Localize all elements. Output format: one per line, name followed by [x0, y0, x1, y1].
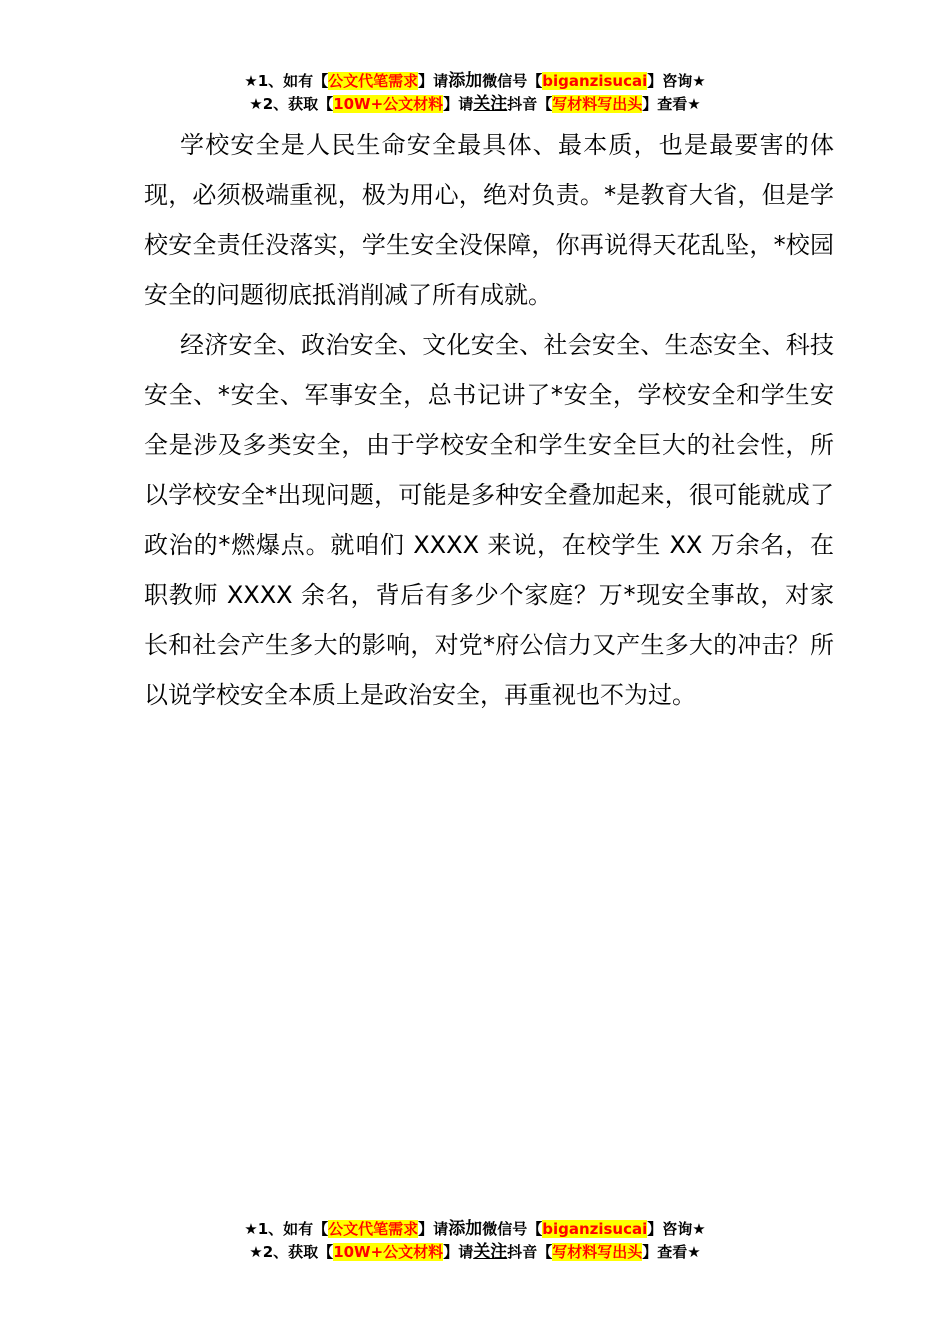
footer-promo-line-1	[0, 1218, 950, 1241]
promo-line-2-suffix: 】查看★	[642, 95, 701, 113]
footer-line-2-prefix: ★2、获取【	[249, 1243, 334, 1261]
footer-materials-highlight: 10W+公文材料	[333, 1243, 444, 1261]
promo-line-1	[0, 70, 950, 93]
footer-line-2-middle: 】请	[443, 1243, 474, 1261]
promo-line-1-middle: 】请	[418, 72, 449, 90]
body-paragraph-2: 经济安全、政治安全、文化安全、社会安全、生态安全、科技安全、*安全、军事安全，总书记讲了*安全，学校安全和学生安全是涉及多类安全，由于学校安全和学生安全巨大的社会性，所以学校安全*出现问题，可能是多种安全叠加起来，很可能就成了政治的*燃爆点。就咱们 XXXX 来说，在校学生 XX 万余名，在职教师 XXXX 余名，背后有多少个家庭？万*现安全事故，对家长和社会产生多大的影响，对党*府公信力又产生多大的冲击？所以说学校安全本质上是政治安全，再重视也不为过。	[144, 331, 834, 709]
header-promo-banner	[0, 70, 950, 116]
footer-line-1-middle-2: 微信号【	[482, 1220, 543, 1238]
promo-line-2-prefix: ★2、获取【	[249, 95, 334, 113]
promo-materials-highlight: 10W+公文材料	[333, 95, 444, 113]
footer-line-2-suffix: 】查看★	[642, 1243, 701, 1261]
promo-line-2-middle: 】请	[443, 95, 474, 113]
promo-douyin-id-highlight: 写材料写出头	[552, 95, 643, 113]
footer-wechat-id-highlight: biganzisucai	[542, 1220, 648, 1238]
footer-line-1-suffix: 】咨询★	[647, 1220, 706, 1238]
promo-add-emphasis: 添加	[448, 71, 483, 91]
footer-promo-line-2	[0, 1241, 950, 1264]
promo-wechat-id-highlight: biganzisucai	[542, 72, 648, 90]
promo-line-1-suffix: 】咨询★	[647, 72, 706, 90]
footer-add-emphasis: 添加	[448, 1219, 483, 1239]
document-body	[144, 120, 834, 720]
promo-line-1-prefix: ★1、如有【	[244, 72, 329, 90]
promo-line-1-middle-2: 微信号【	[482, 72, 543, 90]
footer-line-1-prefix: ★1、如有【	[244, 1220, 329, 1238]
promo-line-2-middle-2: 抖音【	[507, 95, 553, 113]
promo-line-2	[0, 93, 950, 116]
footer-douyin-id-highlight: 写材料写出头	[552, 1243, 643, 1261]
footer-promo-banner	[0, 1218, 950, 1264]
body-paragraph-1: 学校安全是人民生命安全最具体、最本质，也是最要害的体现，必须极端重视，极为用心，绝对负责。*是教育大省，但是学校安全责任没落实，学生安全没保障，你再说得天花乱坠，*校园安全的问题彻底抵消削减了所有成就。	[144, 131, 834, 309]
promo-follow-emphasis: 关注	[473, 94, 508, 114]
footer-service-highlight: 公文代笔需求	[328, 1220, 419, 1238]
footer-line-1-middle: 】请	[418, 1220, 449, 1238]
promo-service-highlight: 公文代笔需求	[328, 72, 419, 90]
footer-line-2-middle-2: 抖音【	[507, 1243, 553, 1261]
footer-follow-emphasis: 关注	[473, 1242, 508, 1262]
